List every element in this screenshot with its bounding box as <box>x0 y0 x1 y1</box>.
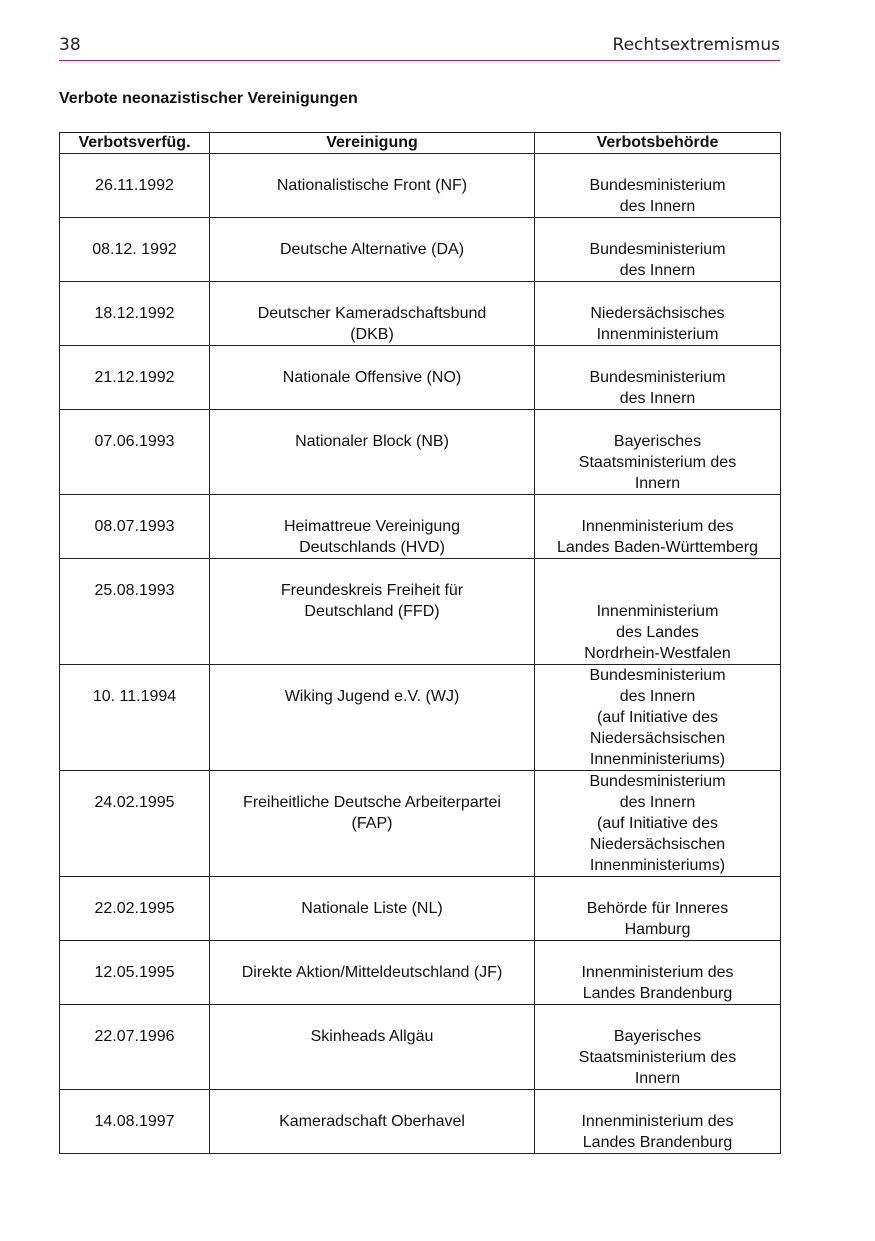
date-cell <box>60 218 210 282</box>
date-text: 14.08.1997 <box>94 1113 175 1130</box>
date-cell <box>60 410 210 495</box>
date-text: 18.12.1992 <box>94 305 175 322</box>
authority-cell-line: Innenministerium des <box>581 518 734 535</box>
table-row <box>60 282 781 346</box>
authority-cell <box>535 559 781 665</box>
page-number: 38 <box>59 35 81 55</box>
page-header <box>59 34 780 61</box>
column-header-date: Verbotsverfüg. <box>60 133 210 154</box>
organization-cell-line: Skinheads Allgäu <box>310 1028 434 1045</box>
organization-cell-line: Nationaler Block (NB) <box>295 433 449 450</box>
date-cell <box>60 495 210 559</box>
organization-cell <box>210 1005 535 1090</box>
organization-cell <box>210 941 535 1005</box>
authority-cell-line: Innenministeriums) <box>589 857 726 874</box>
table-row <box>60 877 781 941</box>
authority-cell-line: Bundesministerium <box>589 369 726 386</box>
authority-cell <box>535 1005 781 1090</box>
authority-cell-line: Innenministeriums) <box>589 751 726 768</box>
organization-cell <box>210 346 535 410</box>
organization-cell-line: Deutscher Kameradschaftsbund <box>257 305 487 322</box>
authority-cell-line: Niedersächsischen <box>589 836 726 853</box>
authority-cell <box>535 665 781 771</box>
organization-cell <box>210 154 535 218</box>
authority-cell-line: des Innern <box>619 688 696 705</box>
organization-cell <box>210 495 535 559</box>
table-row <box>60 771 781 877</box>
date-text: 25.08.1993 <box>94 582 175 599</box>
authority-cell-line: Staatsministerium des <box>578 454 737 471</box>
organization-cell <box>210 877 535 941</box>
date-text: 10. 11.1994 <box>92 688 177 705</box>
authority-cell-line: des Innern <box>619 262 696 279</box>
date-text: 12.05.1995 <box>94 964 175 981</box>
authority-cell-line: (auf Initiative des <box>597 709 718 726</box>
organization-cell-line: Deutschlands (HVD) <box>299 539 445 556</box>
organization-cell-line: Wiking Jugend e.V. (WJ) <box>284 688 460 705</box>
organization-cell <box>210 282 535 346</box>
organization-cell <box>210 218 535 282</box>
organization-cell-line: Deutschland (FFD) <box>304 603 440 620</box>
authority-cell <box>535 877 781 941</box>
authority-cell-line: Bayerisches <box>613 433 702 450</box>
authority-cell <box>535 346 781 410</box>
organization-cell <box>210 410 535 495</box>
organization-cell-line: Freundeskreis Freiheit für <box>280 582 464 599</box>
authority-cell-line: Innenministerium des <box>581 1113 734 1130</box>
organization-cell <box>210 665 535 771</box>
authority-cell-line: Hamburg <box>624 921 691 938</box>
authority-cell <box>535 218 781 282</box>
authority-cell-line: Landes Baden-Württemberg <box>557 539 758 556</box>
date-text: 08.12. 1992 <box>92 241 177 258</box>
organization-cell-line: (FAP) <box>351 815 393 832</box>
organization-cell-line: Nationalistische Front (NF) <box>276 177 468 194</box>
table-row <box>60 665 781 771</box>
organization-cell-line: Deutsche Alternative (DA) <box>279 241 465 258</box>
organization-cell <box>210 771 535 877</box>
ban-table <box>59 132 781 1154</box>
table-header-row <box>60 133 781 154</box>
date-cell <box>60 877 210 941</box>
authority-cell-line: Nordrhein-Westfalen <box>584 645 731 662</box>
column-header-authority: Verbotsbehörde <box>535 133 781 154</box>
authority-cell-line: des Innern <box>619 390 696 407</box>
date-text: 07.06.1993 <box>94 433 175 450</box>
running-title: Rechtsextremismus <box>612 35 780 55</box>
organization-cell <box>210 1090 535 1154</box>
authority-cell-line: Behörde für Inneres <box>586 900 729 917</box>
date-text: 24.02.1995 <box>94 794 175 811</box>
organization-cell-line: (DKB) <box>350 326 394 343</box>
authority-cell-line: Innenministerium des <box>581 964 734 981</box>
authority-cell-line: Bayerisches <box>613 1028 702 1045</box>
date-cell <box>60 771 210 877</box>
column-header-organization: Vereinigung <box>210 133 535 154</box>
organization-cell-line: Nationale Offensive (NO) <box>282 369 462 386</box>
authority-cell-line <box>535 580 780 601</box>
authority-cell-line: Bundesministerium <box>589 241 726 258</box>
date-text: 08.07.1993 <box>94 518 175 535</box>
authority-cell-line: Bundesministerium <box>589 773 726 790</box>
table-row <box>60 495 781 559</box>
authority-cell <box>535 154 781 218</box>
organization-cell-line: Freiheitliche Deutsche Arbeiterpartei <box>243 794 501 811</box>
authority-cell <box>535 1090 781 1154</box>
authority-cell-line: Landes Brandenburg <box>582 1134 733 1151</box>
date-text: 26.11.1992 <box>95 177 174 194</box>
date-text: 21.12.1992 <box>94 369 175 386</box>
date-cell <box>60 665 210 771</box>
authority-cell <box>535 282 781 346</box>
date-cell <box>60 154 210 218</box>
authority-cell-line: Innern <box>634 475 681 492</box>
date-text: 22.07.1996 <box>94 1028 175 1045</box>
organization-cell-line: Kameradschaft Oberhavel <box>279 1113 465 1130</box>
authority-cell <box>535 495 781 559</box>
date-cell <box>60 1090 210 1154</box>
authority-cell-line: des Landes <box>616 624 699 641</box>
date-text: 22.02.1995 <box>94 900 175 917</box>
authority-cell-line: Innenministerium <box>596 603 719 620</box>
organization-cell <box>210 559 535 665</box>
authority-cell-line: Innenministerium <box>596 326 719 343</box>
authority-cell-line: (auf Initiative des <box>597 815 718 832</box>
authority-cell-line: Innern <box>634 1070 681 1087</box>
organization-cell-line: Heimattreue Vereinigung <box>283 518 461 535</box>
date-cell <box>60 559 210 665</box>
organization-cell-line: Direkte Aktion/Mitteldeutschland (JF) <box>241 964 503 981</box>
authority-cell <box>535 941 781 1005</box>
table-row <box>60 559 781 665</box>
authority-cell-line: des Innern <box>619 794 696 811</box>
table-row <box>60 1090 781 1154</box>
authority-cell-line: Bundesministerium <box>589 177 726 194</box>
table-row <box>60 154 781 218</box>
table-row <box>60 1005 781 1090</box>
date-cell <box>60 346 210 410</box>
table-body <box>60 154 781 1154</box>
date-cell <box>60 282 210 346</box>
table-row <box>60 410 781 495</box>
table-row <box>60 941 781 1005</box>
authority-cell-line: Bundesministerium <box>589 667 726 684</box>
table-row <box>60 218 781 282</box>
authority-cell-line: Niedersächsisches <box>590 305 725 322</box>
date-cell <box>60 941 210 1005</box>
organization-cell-line: Nationale Liste (NL) <box>301 900 443 917</box>
authority-cell-line: Niedersächsischen <box>589 730 726 747</box>
date-cell <box>60 1005 210 1090</box>
authority-cell <box>535 771 781 877</box>
authority-cell <box>535 410 781 495</box>
section-title: Verbote neonazistischer Vereinigungen <box>59 90 358 107</box>
authority-cell-line: des Innern <box>619 198 696 215</box>
authority-cell-line: Staatsministerium des <box>578 1049 737 1066</box>
authority-cell-line: Landes Brandenburg <box>582 985 733 1002</box>
table-row <box>60 346 781 410</box>
